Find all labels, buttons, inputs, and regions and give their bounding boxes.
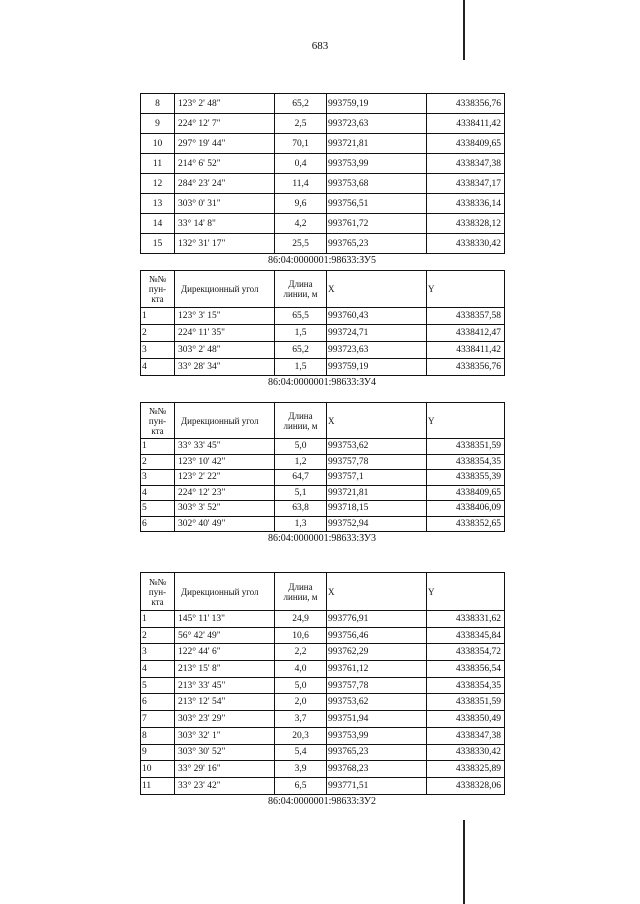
header-y: Y xyxy=(427,573,505,611)
x-coordinate-cell: 993721,81 xyxy=(327,134,427,154)
point-number-cell: 8 xyxy=(141,94,175,114)
table-row xyxy=(141,744,505,761)
point-number-cell: 1 xyxy=(141,308,175,325)
coordinates-table xyxy=(140,402,505,532)
x-coordinate-cell: 993723,63 xyxy=(327,114,427,134)
point-number-cell: 1 xyxy=(141,439,175,455)
direction-angle-cell: 224° 12' 7" xyxy=(175,114,275,134)
x-coordinate-cell: 993756,51 xyxy=(327,194,427,214)
y-coordinate-cell: 4338347,38 xyxy=(427,154,505,174)
table-block-zu3 xyxy=(140,402,504,544)
table-row xyxy=(141,694,505,711)
direction-angle-cell: 214° 6' 52" xyxy=(175,154,275,174)
point-number-cell: 4 xyxy=(141,661,175,678)
point-number-cell: 10 xyxy=(141,761,175,778)
point-number-cell: 3 xyxy=(141,342,175,359)
y-coordinate-cell: 4338350,49 xyxy=(427,711,505,728)
direction-angle-cell: 123° 2' 48" xyxy=(175,94,275,114)
table-row xyxy=(141,485,505,501)
point-number-cell: 10 xyxy=(141,134,175,154)
line-length-cell: 25,5 xyxy=(275,234,327,254)
header-x: X xyxy=(327,271,427,308)
direction-angle-cell: 303° 3' 52" xyxy=(175,501,275,517)
direction-angle-cell: 145° 11' 13" xyxy=(175,611,275,628)
direction-angle-cell: 297° 19' 44" xyxy=(175,134,275,154)
table-row xyxy=(141,439,505,455)
header-direction-angle: Дирекционный угол xyxy=(175,271,275,308)
y-coordinate-cell: 4338331,62 xyxy=(427,611,505,628)
x-coordinate-cell: 993751,94 xyxy=(327,711,427,728)
line-length-cell: 5,4 xyxy=(275,744,327,761)
y-coordinate-cell: 4338406,09 xyxy=(427,501,505,517)
point-number-cell: 9 xyxy=(141,114,175,134)
y-coordinate-cell: 4338347,17 xyxy=(427,174,505,194)
table-header-row xyxy=(141,573,505,611)
coordinates-table xyxy=(140,270,505,376)
table-row xyxy=(141,677,505,694)
table-row xyxy=(141,114,505,134)
y-coordinate-cell: 4338354,35 xyxy=(427,677,505,694)
header-point-number: №№ пун- кта xyxy=(141,403,175,439)
y-coordinate-cell: 4338411,42 xyxy=(427,114,505,134)
x-coordinate-cell: 993765,23 xyxy=(327,744,427,761)
table-row xyxy=(141,134,505,154)
direction-angle-cell: 302° 40' 49" xyxy=(175,516,275,532)
direction-angle-cell: 33° 29' 16" xyxy=(175,761,275,778)
x-coordinate-cell: 993765,23 xyxy=(327,234,427,254)
point-number-cell: 13 xyxy=(141,194,175,214)
point-number-cell: 14 xyxy=(141,214,175,234)
table-row xyxy=(141,154,505,174)
table-row xyxy=(141,661,505,678)
line-length-cell: 5,1 xyxy=(275,485,327,501)
point-number-cell: 2 xyxy=(141,454,175,470)
point-number-cell: 1 xyxy=(141,611,175,628)
point-number-cell: 12 xyxy=(141,174,175,194)
x-coordinate-cell: 993757,1 xyxy=(327,470,427,486)
cadastral-number-caption: 86:04:0000001:98633:ЗУ3 xyxy=(268,533,376,544)
point-number-cell: 2 xyxy=(141,325,175,342)
direction-angle-cell: 33° 28' 34" xyxy=(175,359,275,376)
cadastral-number-caption: 86:04:0000001:98633:ЗУ4 xyxy=(268,377,376,388)
line-length-cell: 70,1 xyxy=(275,134,327,154)
direction-angle-cell: 224° 11' 35" xyxy=(175,325,275,342)
table-row xyxy=(141,342,505,359)
header-point-number: №№ пун- кта xyxy=(141,271,175,308)
line-length-cell: 5,0 xyxy=(275,677,327,694)
table-block-zu5 xyxy=(140,93,504,266)
point-number-cell: 2 xyxy=(141,627,175,644)
header-x: X xyxy=(327,403,427,439)
direction-angle-cell: 224° 12' 23" xyxy=(175,485,275,501)
table-block-zu2 xyxy=(140,572,504,807)
x-coordinate-cell: 993771,51 xyxy=(327,777,427,794)
binding-margin-line xyxy=(463,0,465,60)
page-number: 683 xyxy=(311,40,329,52)
x-coordinate-cell: 993752,94 xyxy=(327,516,427,532)
y-coordinate-cell: 4338411,42 xyxy=(427,342,505,359)
header-direction-angle: Дирекционный угол xyxy=(175,403,275,439)
line-length-cell: 65,2 xyxy=(275,342,327,359)
y-coordinate-cell: 4338356,76 xyxy=(427,94,505,114)
line-length-cell: 4,0 xyxy=(275,661,327,678)
y-coordinate-cell: 4338409,65 xyxy=(427,485,505,501)
line-length-cell: 1,3 xyxy=(275,516,327,532)
point-number-cell: 15 xyxy=(141,234,175,254)
point-number-cell: 7 xyxy=(141,711,175,728)
x-coordinate-cell: 993721,81 xyxy=(327,485,427,501)
y-coordinate-cell: 4338351,59 xyxy=(427,439,505,455)
x-coordinate-cell: 993760,43 xyxy=(327,308,427,325)
direction-angle-cell: 123° 3' 15" xyxy=(175,308,275,325)
direction-angle-cell: 303° 32' 1" xyxy=(175,727,275,744)
line-length-cell: 11,4 xyxy=(275,174,327,194)
line-length-cell: 6,5 xyxy=(275,777,327,794)
line-length-cell: 2,0 xyxy=(275,694,327,711)
cadastral-number-caption: 86:04:0000001:98633:ЗУ5 xyxy=(268,255,376,266)
table-row xyxy=(141,94,505,114)
x-coordinate-cell: 993757,78 xyxy=(327,677,427,694)
y-coordinate-cell: 4338347,38 xyxy=(427,727,505,744)
direction-angle-cell: 122° 44' 6" xyxy=(175,644,275,661)
line-length-cell: 2,5 xyxy=(275,114,327,134)
x-coordinate-cell: 993759,19 xyxy=(327,359,427,376)
line-length-cell: 3,9 xyxy=(275,761,327,778)
cadastral-number-caption: 86:04:0000001:98633:ЗУ2 xyxy=(268,795,376,807)
table-row xyxy=(141,611,505,628)
table-row xyxy=(141,308,505,325)
header-y: Y xyxy=(427,403,505,439)
header-line-length: Длина линии, м xyxy=(275,573,327,611)
table-header-row xyxy=(141,403,505,439)
x-coordinate-cell: 993723,63 xyxy=(327,342,427,359)
direction-angle-cell: 213° 15' 8" xyxy=(175,661,275,678)
header-x: X xyxy=(327,573,427,611)
direction-angle-cell: 213° 12' 54" xyxy=(175,694,275,711)
coordinates-table xyxy=(140,93,505,254)
x-coordinate-cell: 993761,72 xyxy=(327,214,427,234)
point-number-cell: 3 xyxy=(141,644,175,661)
x-coordinate-cell: 993757,78 xyxy=(327,454,427,470)
table-row xyxy=(141,359,505,376)
line-length-cell: 9,6 xyxy=(275,194,327,214)
line-length-cell: 63,8 xyxy=(275,501,327,517)
x-coordinate-cell: 993759,19 xyxy=(327,94,427,114)
point-number-cell: 9 xyxy=(141,744,175,761)
direction-angle-cell: 303° 23' 29" xyxy=(175,711,275,728)
line-length-cell: 0,4 xyxy=(275,154,327,174)
table-row xyxy=(141,470,505,486)
point-number-cell: 8 xyxy=(141,727,175,744)
x-coordinate-cell: 993753,62 xyxy=(327,694,427,711)
header-point-number: №№ пун- кта xyxy=(141,573,175,611)
header-direction-angle: Дирекционный угол xyxy=(175,573,275,611)
coordinates-table xyxy=(140,572,505,795)
x-coordinate-cell: 993753,62 xyxy=(327,439,427,455)
line-length-cell: 5,0 xyxy=(275,439,327,455)
x-coordinate-cell: 993762,29 xyxy=(327,644,427,661)
direction-angle-cell: 284° 23' 24" xyxy=(175,174,275,194)
x-coordinate-cell: 993756,46 xyxy=(327,627,427,644)
direction-angle-cell: 33° 33' 45" xyxy=(175,439,275,455)
line-length-cell: 20,3 xyxy=(275,727,327,744)
line-length-cell: 65,5 xyxy=(275,308,327,325)
x-coordinate-cell: 993724,71 xyxy=(327,325,427,342)
line-length-cell: 24,9 xyxy=(275,611,327,628)
direction-angle-cell: 123° 10' 42" xyxy=(175,454,275,470)
line-length-cell: 64,7 xyxy=(275,470,327,486)
line-length-cell: 3,7 xyxy=(275,711,327,728)
x-coordinate-cell: 993761,12 xyxy=(327,661,427,678)
direction-angle-cell: 123° 2' 22" xyxy=(175,470,275,486)
direction-angle-cell: 33° 23' 42" xyxy=(175,777,275,794)
table-row xyxy=(141,644,505,661)
table-header-row xyxy=(141,271,505,308)
point-number-cell: 4 xyxy=(141,485,175,501)
y-coordinate-cell: 4338356,54 xyxy=(427,661,505,678)
table-row xyxy=(141,777,505,794)
y-coordinate-cell: 4338336,14 xyxy=(427,194,505,214)
y-coordinate-cell: 4338412,47 xyxy=(427,325,505,342)
line-length-cell: 1,2 xyxy=(275,454,327,470)
y-coordinate-cell: 4338345,84 xyxy=(427,627,505,644)
y-coordinate-cell: 4338351,59 xyxy=(427,694,505,711)
point-number-cell: 5 xyxy=(141,677,175,694)
header-line-length: Длина линии, м xyxy=(275,403,327,439)
x-coordinate-cell: 993753,99 xyxy=(327,154,427,174)
point-number-cell: 5 xyxy=(141,501,175,517)
y-coordinate-cell: 4338354,35 xyxy=(427,454,505,470)
table-row xyxy=(141,454,505,470)
point-number-cell: 3 xyxy=(141,470,175,486)
table-row xyxy=(141,234,505,254)
x-coordinate-cell: 993768,23 xyxy=(327,761,427,778)
direction-angle-cell: 132° 31' 17" xyxy=(175,234,275,254)
line-length-cell: 65,2 xyxy=(275,94,327,114)
binding-margin-line xyxy=(463,820,465,904)
y-coordinate-cell: 4338354,72 xyxy=(427,644,505,661)
y-coordinate-cell: 4338356,76 xyxy=(427,359,505,376)
y-coordinate-cell: 4338409,65 xyxy=(427,134,505,154)
direction-angle-cell: 303° 30' 52" xyxy=(175,744,275,761)
y-coordinate-cell: 4338328,12 xyxy=(427,214,505,234)
line-length-cell: 1,5 xyxy=(275,325,327,342)
table-row xyxy=(141,761,505,778)
point-number-cell: 4 xyxy=(141,359,175,376)
table-row xyxy=(141,727,505,744)
line-length-cell: 2,2 xyxy=(275,644,327,661)
x-coordinate-cell: 993753,99 xyxy=(327,727,427,744)
line-length-cell: 1,5 xyxy=(275,359,327,376)
point-number-cell: 6 xyxy=(141,516,175,532)
y-coordinate-cell: 4338328,06 xyxy=(427,777,505,794)
line-length-cell: 4,2 xyxy=(275,214,327,234)
table-row xyxy=(141,194,505,214)
table-block-zu4 xyxy=(140,270,504,388)
table-row xyxy=(141,627,505,644)
table-row xyxy=(141,516,505,532)
direction-angle-cell: 33° 14' 8" xyxy=(175,214,275,234)
header-y: Y xyxy=(427,271,505,308)
line-length-cell: 10,6 xyxy=(275,627,327,644)
table-row xyxy=(141,711,505,728)
direction-angle-cell: 303° 2' 48" xyxy=(175,342,275,359)
x-coordinate-cell: 993753,68 xyxy=(327,174,427,194)
point-number-cell: 11 xyxy=(141,154,175,174)
y-coordinate-cell: 4338352,65 xyxy=(427,516,505,532)
y-coordinate-cell: 4338357,58 xyxy=(427,308,505,325)
y-coordinate-cell: 4338355,39 xyxy=(427,470,505,486)
direction-angle-cell: 213° 33' 45" xyxy=(175,677,275,694)
point-number-cell: 6 xyxy=(141,694,175,711)
direction-angle-cell: 303° 0' 31" xyxy=(175,194,275,214)
table-row xyxy=(141,325,505,342)
table-row xyxy=(141,174,505,194)
table-row xyxy=(141,501,505,517)
header-line-length: Длина линии, м xyxy=(275,271,327,308)
y-coordinate-cell: 4338330,42 xyxy=(427,744,505,761)
point-number-cell: 11 xyxy=(141,777,175,794)
x-coordinate-cell: 993776,91 xyxy=(327,611,427,628)
y-coordinate-cell: 4338325,89 xyxy=(427,761,505,778)
table-row xyxy=(141,214,505,234)
direction-angle-cell: 56° 42' 49" xyxy=(175,627,275,644)
y-coordinate-cell: 4338330,42 xyxy=(427,234,505,254)
x-coordinate-cell: 993718,15 xyxy=(327,501,427,517)
